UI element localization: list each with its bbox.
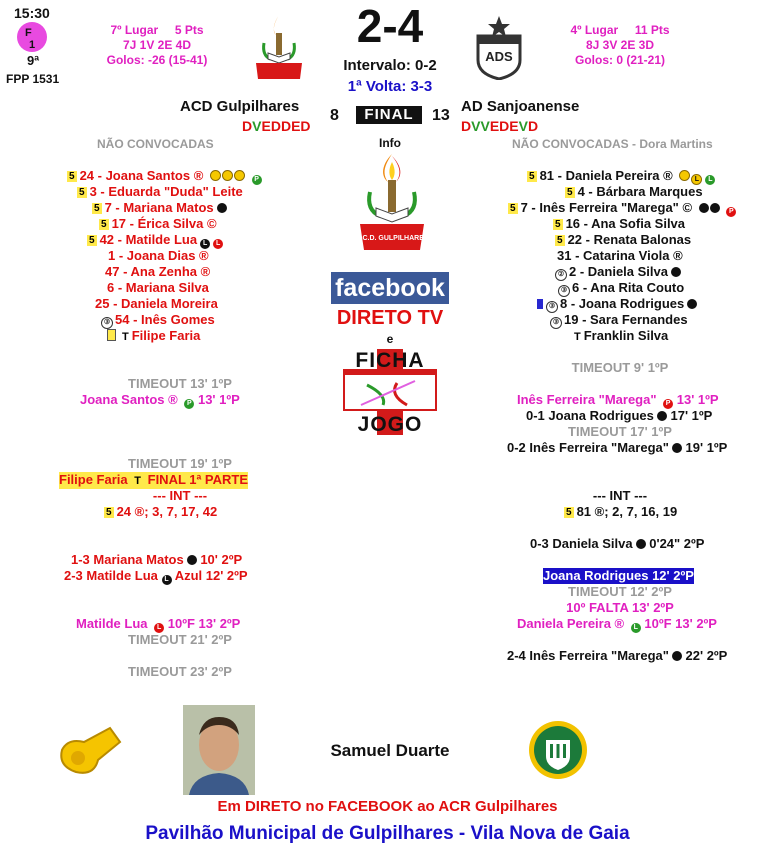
competition-icon: [17, 22, 47, 52]
match-time: 15:30: [14, 5, 50, 21]
home-player: 5 3 - Eduarda "Duda" Leite: [79, 184, 243, 199]
away-goal: 2-4 Inês Ferreira "Marega" 22' 2ºP: [507, 648, 728, 663]
away-player: ③ 19 - Sara Fernandes: [550, 312, 688, 329]
away-player: ③ 8 - Joana Rodrigues: [537, 296, 697, 313]
away-timeout: TIMEOUT 17' 1ºP: [568, 424, 672, 439]
home-event: Joana Santos ® P 13' 1ºP: [80, 392, 240, 407]
jogo-label: JOGO: [357, 413, 423, 436]
home-player: 5 42 - Matilde Lua L L: [87, 232, 223, 249]
home-player: ③ 54 - Inês Gomes: [101, 312, 215, 329]
home-interval-list: 5 24 ®; 3, 7, 17, 42: [106, 504, 218, 519]
first-leg-score: 1ª Volta: 3-3: [347, 78, 433, 95]
match-status: FINAL: [356, 106, 422, 124]
home-absent-label: NÃO CONVOCADAS: [97, 137, 214, 151]
home-player: 6 - Mariana Silva: [107, 280, 209, 295]
away-player: 5 16 - Ana Sofia Silva: [555, 216, 686, 231]
referee-name: Samuel Duarte: [330, 741, 450, 760]
home-event: Filipe Faria T FINAL 1ª PARTE: [59, 472, 249, 487]
away-player: 5 81 - Daniela Pereira ® L L: [527, 168, 715, 185]
home-player: 1 - Joana Dias ®: [108, 248, 209, 263]
away-interval: --- INT ---: [592, 488, 648, 503]
ficha-jogo-logo[interactable]: [337, 345, 443, 437]
away-goal: 0-1 Joana Rodrigues 17' 1ºP: [526, 408, 713, 423]
home-player: 5 17 - Érica Silva ©: [101, 216, 217, 231]
info-link[interactable]: Info: [379, 136, 401, 150]
final-score: 2-4: [356, 0, 424, 52]
away-player: 5 22 - Renata Balonas: [557, 232, 692, 247]
home-player: 47 - Ana Zenha ®: [105, 264, 211, 279]
away-goal: 0-3 Daniela Silva 0'24" 2ºP: [530, 536, 705, 551]
facebook-logo[interactable]: facebook: [331, 272, 449, 304]
home-timeout: TIMEOUT 21' 2ºP: [128, 632, 232, 647]
center-club-logo: [356, 152, 428, 252]
home-stats: [92, 23, 222, 68]
away-player: ② 2 - Daniela Silva: [555, 264, 681, 281]
home-player: 5 7 - Mariana Matos: [92, 200, 227, 216]
away-event: Daniela Pereira ® L 10ºF 13' 2ºP: [517, 616, 717, 631]
home-interval: --- INT ---: [152, 488, 208, 503]
away-absent-label: NÃO CONVOCADAS - Dora Martins: [512, 137, 713, 151]
referee-photo: [183, 705, 255, 795]
away-stats: [550, 23, 690, 68]
direto-tv-link[interactable]: DIRETO TV: [336, 307, 444, 329]
ficha-label: FICHA: [355, 349, 425, 372]
home-event: Matilde Lua L 10ºF 13' 2ºP: [76, 616, 241, 631]
svg-text:1: 1: [29, 39, 36, 51]
home-record: 7J 1V 2E 4D: [122, 38, 192, 52]
home-goal: 1-3 Mariana Matos 10' 2ºP: [71, 552, 243, 567]
fpp-number: FPP 1531: [6, 72, 60, 86]
away-position: 4º Lugar: [570, 23, 619, 37]
away-player: 5 7 - Inês Ferreira "Marega" © P: [508, 200, 736, 217]
away-player: 31 - Catarina Viola ®: [557, 248, 683, 263]
home-player: 25 - Daniela Moreira: [95, 296, 218, 311]
association-badge-icon: [528, 720, 588, 780]
home-player: 5 24 - Joana Santos ® P: [67, 168, 262, 185]
home-position: 7º Lugar: [110, 23, 159, 37]
away-fouls: 13: [432, 107, 450, 124]
away-event: 10º FALTA 13' 2ºP: [566, 600, 674, 615]
home-club-logo: [252, 13, 306, 81]
round: 9ª: [27, 53, 40, 68]
whistle-icon: [54, 720, 124, 778]
away-player: 5 4 - Bárbara Marques: [567, 184, 703, 199]
away-form: DVVEDEVD: [461, 118, 539, 134]
home-coach: T Filipe Faria: [107, 328, 200, 345]
away-goal: 0-2 Inês Ferreira "Marega" 19' 1ºP: [507, 440, 728, 455]
away-event: Inês Ferreira "Marega" P 13' 1ºP: [517, 392, 719, 407]
home-timeout: TIMEOUT 23' 2ºP: [128, 664, 232, 679]
away-team-name: AD Sanjoanense: [461, 98, 580, 115]
away-timeout: TIMEOUT 9' 1ºP: [571, 360, 669, 375]
venue: Pavilhão Municipal de Gulpilhares - Vila Nova de Gaia: [145, 823, 630, 844]
away-goals: Golos: 0 (21-21): [574, 53, 666, 67]
away-timeout: TIMEOUT 12' 2ºP: [568, 584, 672, 599]
home-goal: 2-3 Matilde Lua L Azul 12' 2ºP: [64, 568, 248, 583]
away-record: 8J 3V 2E 3D: [585, 38, 655, 52]
home-team-name: ACD Gulpilhares: [180, 98, 300, 115]
away-club-logo: [474, 14, 524, 80]
and-label: e: [386, 332, 394, 346]
svg-text:ADS: ADS: [485, 49, 513, 64]
away-player: ③ 6 - Ana Rita Couto: [558, 280, 684, 297]
halftime-score: Intervalo: 0-2: [343, 57, 437, 74]
home-form: DVEDDED: [242, 118, 311, 134]
home-points: 5 Pts: [174, 23, 204, 37]
home-goals: Golos: -26 (15-41): [106, 53, 208, 67]
away-points: 11 Pts: [634, 23, 670, 37]
live-broadcast-note: Em DIRETO no FACEBOOK ao ACR Gulpilhares: [217, 798, 558, 815]
home-fouls: 8: [330, 107, 339, 124]
home-timeout: TIMEOUT 19' 1ºP: [128, 456, 232, 471]
svg-text:A.C.D. GULPILHARES: A.C.D. GULPILHARES: [356, 235, 428, 242]
home-timeout: TIMEOUT 13' 1ºP: [128, 376, 232, 391]
away-coach: T Franklin Silva: [574, 328, 669, 343]
away-interval-list: 5 81 ®; 2, 7, 16, 19: [566, 504, 678, 519]
svg-text:F: F: [25, 27, 32, 39]
away-event: Joana Rodrigues 12' 2ºP: [543, 568, 694, 583]
